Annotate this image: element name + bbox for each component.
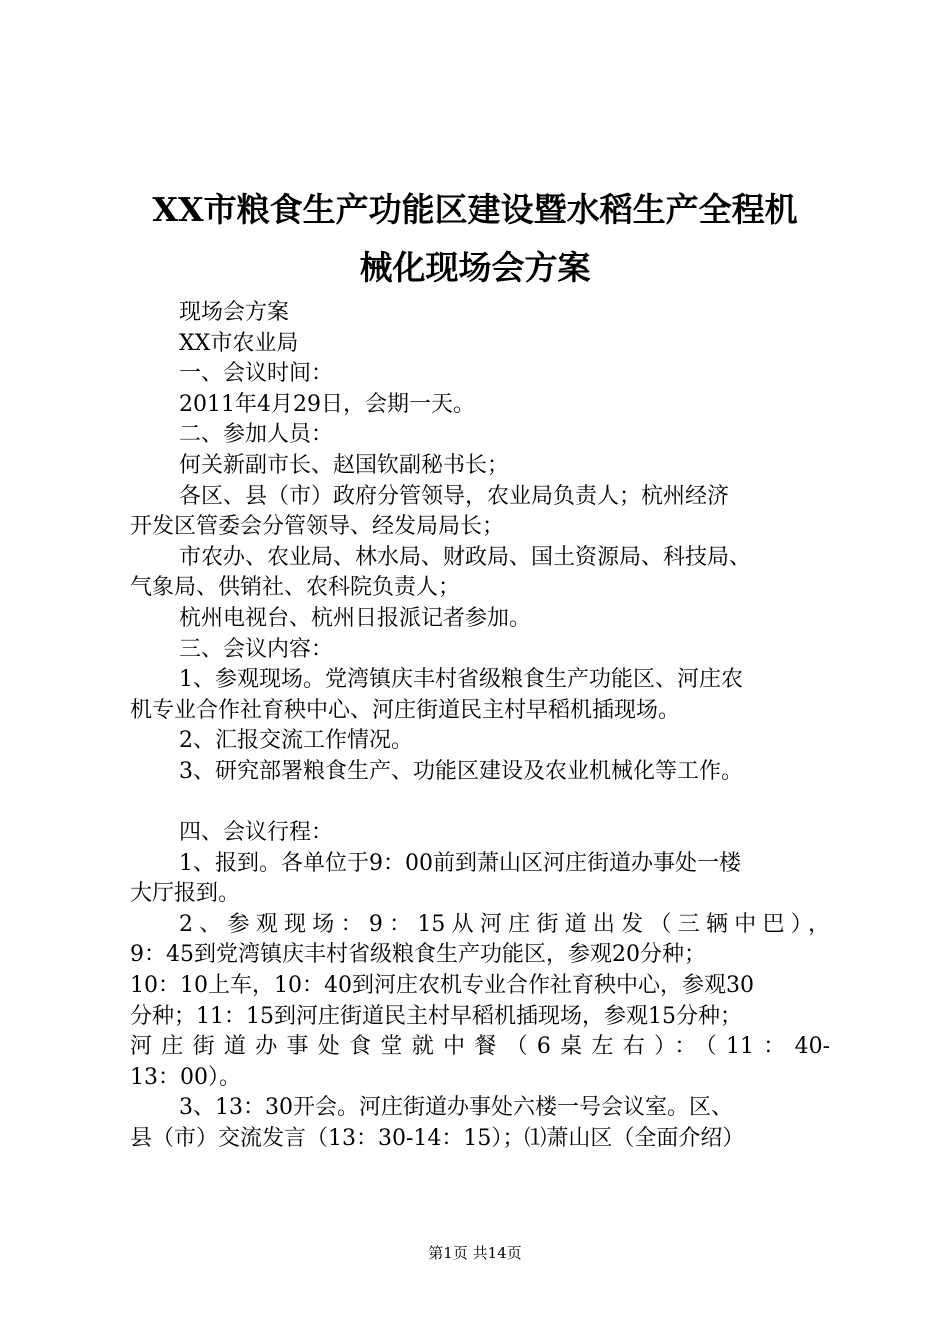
doc-line: 1、参观现场。党湾镇庆丰村省级粮食生产功能区、河庄农 [179, 667, 743, 693]
doc-line: 县（市）交流发言（13：30-14：15）；⑴萧山区（全面介绍） [130, 1126, 745, 1152]
doc-line: 现场会方案 [179, 300, 290, 325]
doc-line: 2、参观现场：9：15从河庄街道出发（三辆中巴）， [179, 911, 830, 937]
doc-line: 机专业合作社育秧中心、河庄街道民主村早稻机插现场。 [130, 697, 681, 723]
doc-line: 二、参加人员： [179, 422, 334, 448]
paragraph-gap [130, 788, 830, 819]
doc-line: 13：00）。 [130, 1064, 241, 1090]
doc-line: 2、汇报交流工作情况。 [179, 728, 413, 754]
document-body [130, 298, 830, 1155]
doc-line: 各区、县（市）政府分管领导，农业局负责人；杭州经济 [179, 483, 730, 509]
doc-line: 1、报到。各单位于9：00前到萧山区河庄街道办事处一楼 [179, 850, 741, 876]
doc-line: 何关新副市长、赵国钦副秘书长； [179, 452, 510, 478]
doc-line: XX市农业局 [179, 330, 299, 356]
doc-line: 一、会议时间： [179, 361, 334, 387]
doc-line: 大厅报到。 [130, 881, 241, 907]
doc-line: 气象局、供销社、农科院负责人； [130, 575, 461, 601]
doc-line: 2011年4月29日，会期一天。 [179, 391, 475, 417]
doc-line: 河庄街道办事处食堂就中餐（6桌左右）：（11：40- [130, 1034, 830, 1060]
doc-line: 10：10上车，10：40到河庄农机专业合作社育秧中心，参观30 [130, 973, 754, 999]
doc-line: 市农办、农业局、林水局、财政局、国土资源局、科技局、 [179, 544, 752, 570]
doc-line: 3、13：30开会。河庄街道办事处六楼一号会议室。区、 [179, 1095, 733, 1121]
doc-line: 分种；11：15到河庄街道民主村早稻机插现场，参观15分种； [130, 1003, 742, 1029]
page-footer: 第1页 共14页 [428, 1244, 522, 1262]
doc-line: 三、会议内容： [179, 636, 334, 662]
doc-line: 3、研究部署粮食生产、功能区建设及农业机械化等工作。 [179, 758, 743, 784]
doc-line: 9：45到党湾镇庆丰村省级粮食生产功能区，参观20分种； [130, 942, 706, 968]
doc-line: 杭州电视台、杭州日报派记者参加。 [179, 605, 532, 631]
doc-line: 开发区管委会分管领导、经发局局长； [130, 514, 505, 540]
document-title-line-1: XX市粮食生产功能区建设暨水稻生产全程机 [152, 190, 798, 229]
document-title-line-2: 械化现场会方案 [359, 248, 591, 287]
doc-line: 四、会议行程： [179, 820, 334, 846]
